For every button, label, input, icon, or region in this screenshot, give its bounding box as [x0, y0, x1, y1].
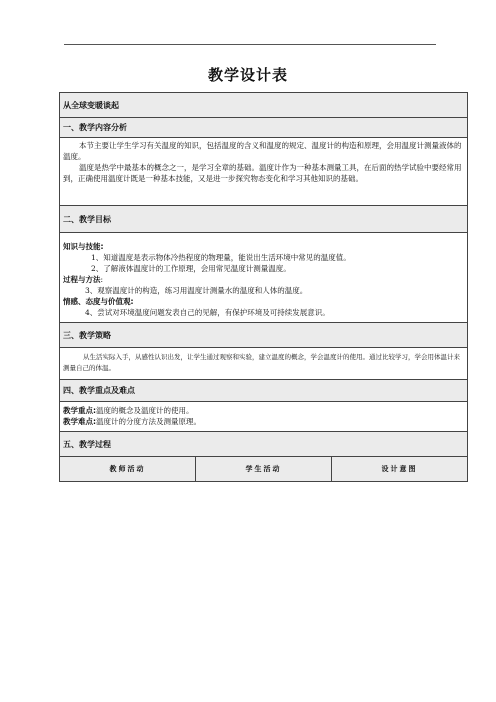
- strategy-heading: 三、教学策略: [60, 323, 468, 348]
- focus-line: [63, 405, 464, 416]
- objectives-body: [60, 233, 468, 323]
- lesson-title: 从全球变暖谈起: [60, 93, 468, 118]
- teacher-activity-column-header: 教师活动: [60, 457, 196, 482]
- process-item: 3、观察温度计的构造，练习用温度计测量水的温度和人体的温度。: [85, 286, 308, 295]
- strategy-header-row: [60, 323, 468, 348]
- difficulty-label: 教学难点:: [63, 417, 96, 426]
- process-columns-row: [60, 457, 468, 482]
- objectives-header-row: [60, 206, 468, 233]
- difficulty-line: [63, 416, 464, 427]
- content-analysis-body-row: [60, 138, 468, 206]
- content-analysis-body: [60, 138, 468, 206]
- process-header-row: [60, 432, 468, 457]
- content-analysis-paragraph-1: 本节主要让学生学习有关温度的知识，包括温度的含义和温度的规定、温度计的构造和原理，会用温度计测量液体的温度。: [63, 141, 462, 161]
- difficulty-text: 温度计的分度方法及测量原理。: [96, 417, 201, 426]
- objectives-body-row: [60, 233, 468, 323]
- document-title: 教学设计表: [207, 66, 288, 84]
- knowledge-item-1: 1、知道温度是表示物体冷热程度的物理量，能说出生活环境中常见的温度值。: [91, 253, 351, 262]
- objectives-heading: 二、教学目标: [60, 206, 468, 233]
- knowledge-label: 知识与技能:: [63, 242, 104, 251]
- lesson-design-table: [59, 92, 468, 482]
- knowledge-item-2: 2、了解液体温度计的工作原理，会用常见温度计测量温度。: [91, 264, 291, 273]
- emotion-label: 情感、态度与价值观:: [63, 297, 134, 306]
- focus-label: 教学重点:: [63, 406, 96, 415]
- lesson-title-row: [60, 93, 468, 118]
- content-analysis-paragraph-2: 温度是热学中最基本的概念之一，是学习全章的基础。温度计作为一种基本测量工具，在后面的热学试验中要经常用到，正确使用温度计既是一种基本技能，又是进一步探究物态变化和学习其他知识的基础。: [63, 163, 462, 183]
- key-points-body: [60, 402, 468, 432]
- content-analysis-header-row: [60, 118, 468, 138]
- strategy-body-row: [60, 348, 468, 380]
- process-label-colon: :: [100, 275, 104, 284]
- design-intent-column-header: 设计意图: [332, 457, 468, 482]
- content-analysis-heading: 一、教学内容分析: [60, 118, 468, 138]
- process-label: 过程与方法: [63, 275, 101, 284]
- strategy-text: 从生活实际入手，从感性认识出发，让学生通过观察和实验，建立温度的概念，学会温度计的使用。通过比较学习，学会用体温计来测量自己的体温。: [63, 353, 460, 372]
- process-label-line: [63, 274, 464, 285]
- key-points-body-row: [60, 402, 468, 432]
- strategy-body: [60, 348, 468, 380]
- key-points-heading: 四、教学重点及难点: [60, 380, 468, 402]
- key-points-header-row: [60, 380, 468, 402]
- emotion-item: 4、尝试对环境温度问题发表自己的见解，有保护环境及可持续发展意识。: [85, 308, 330, 317]
- focus-text: 温度的概念及温度计的使用。: [96, 406, 194, 415]
- process-heading: 五、教学过程: [60, 432, 468, 457]
- top-rule: [64, 44, 436, 45]
- student-activity-column-header: 学生活动: [196, 457, 332, 482]
